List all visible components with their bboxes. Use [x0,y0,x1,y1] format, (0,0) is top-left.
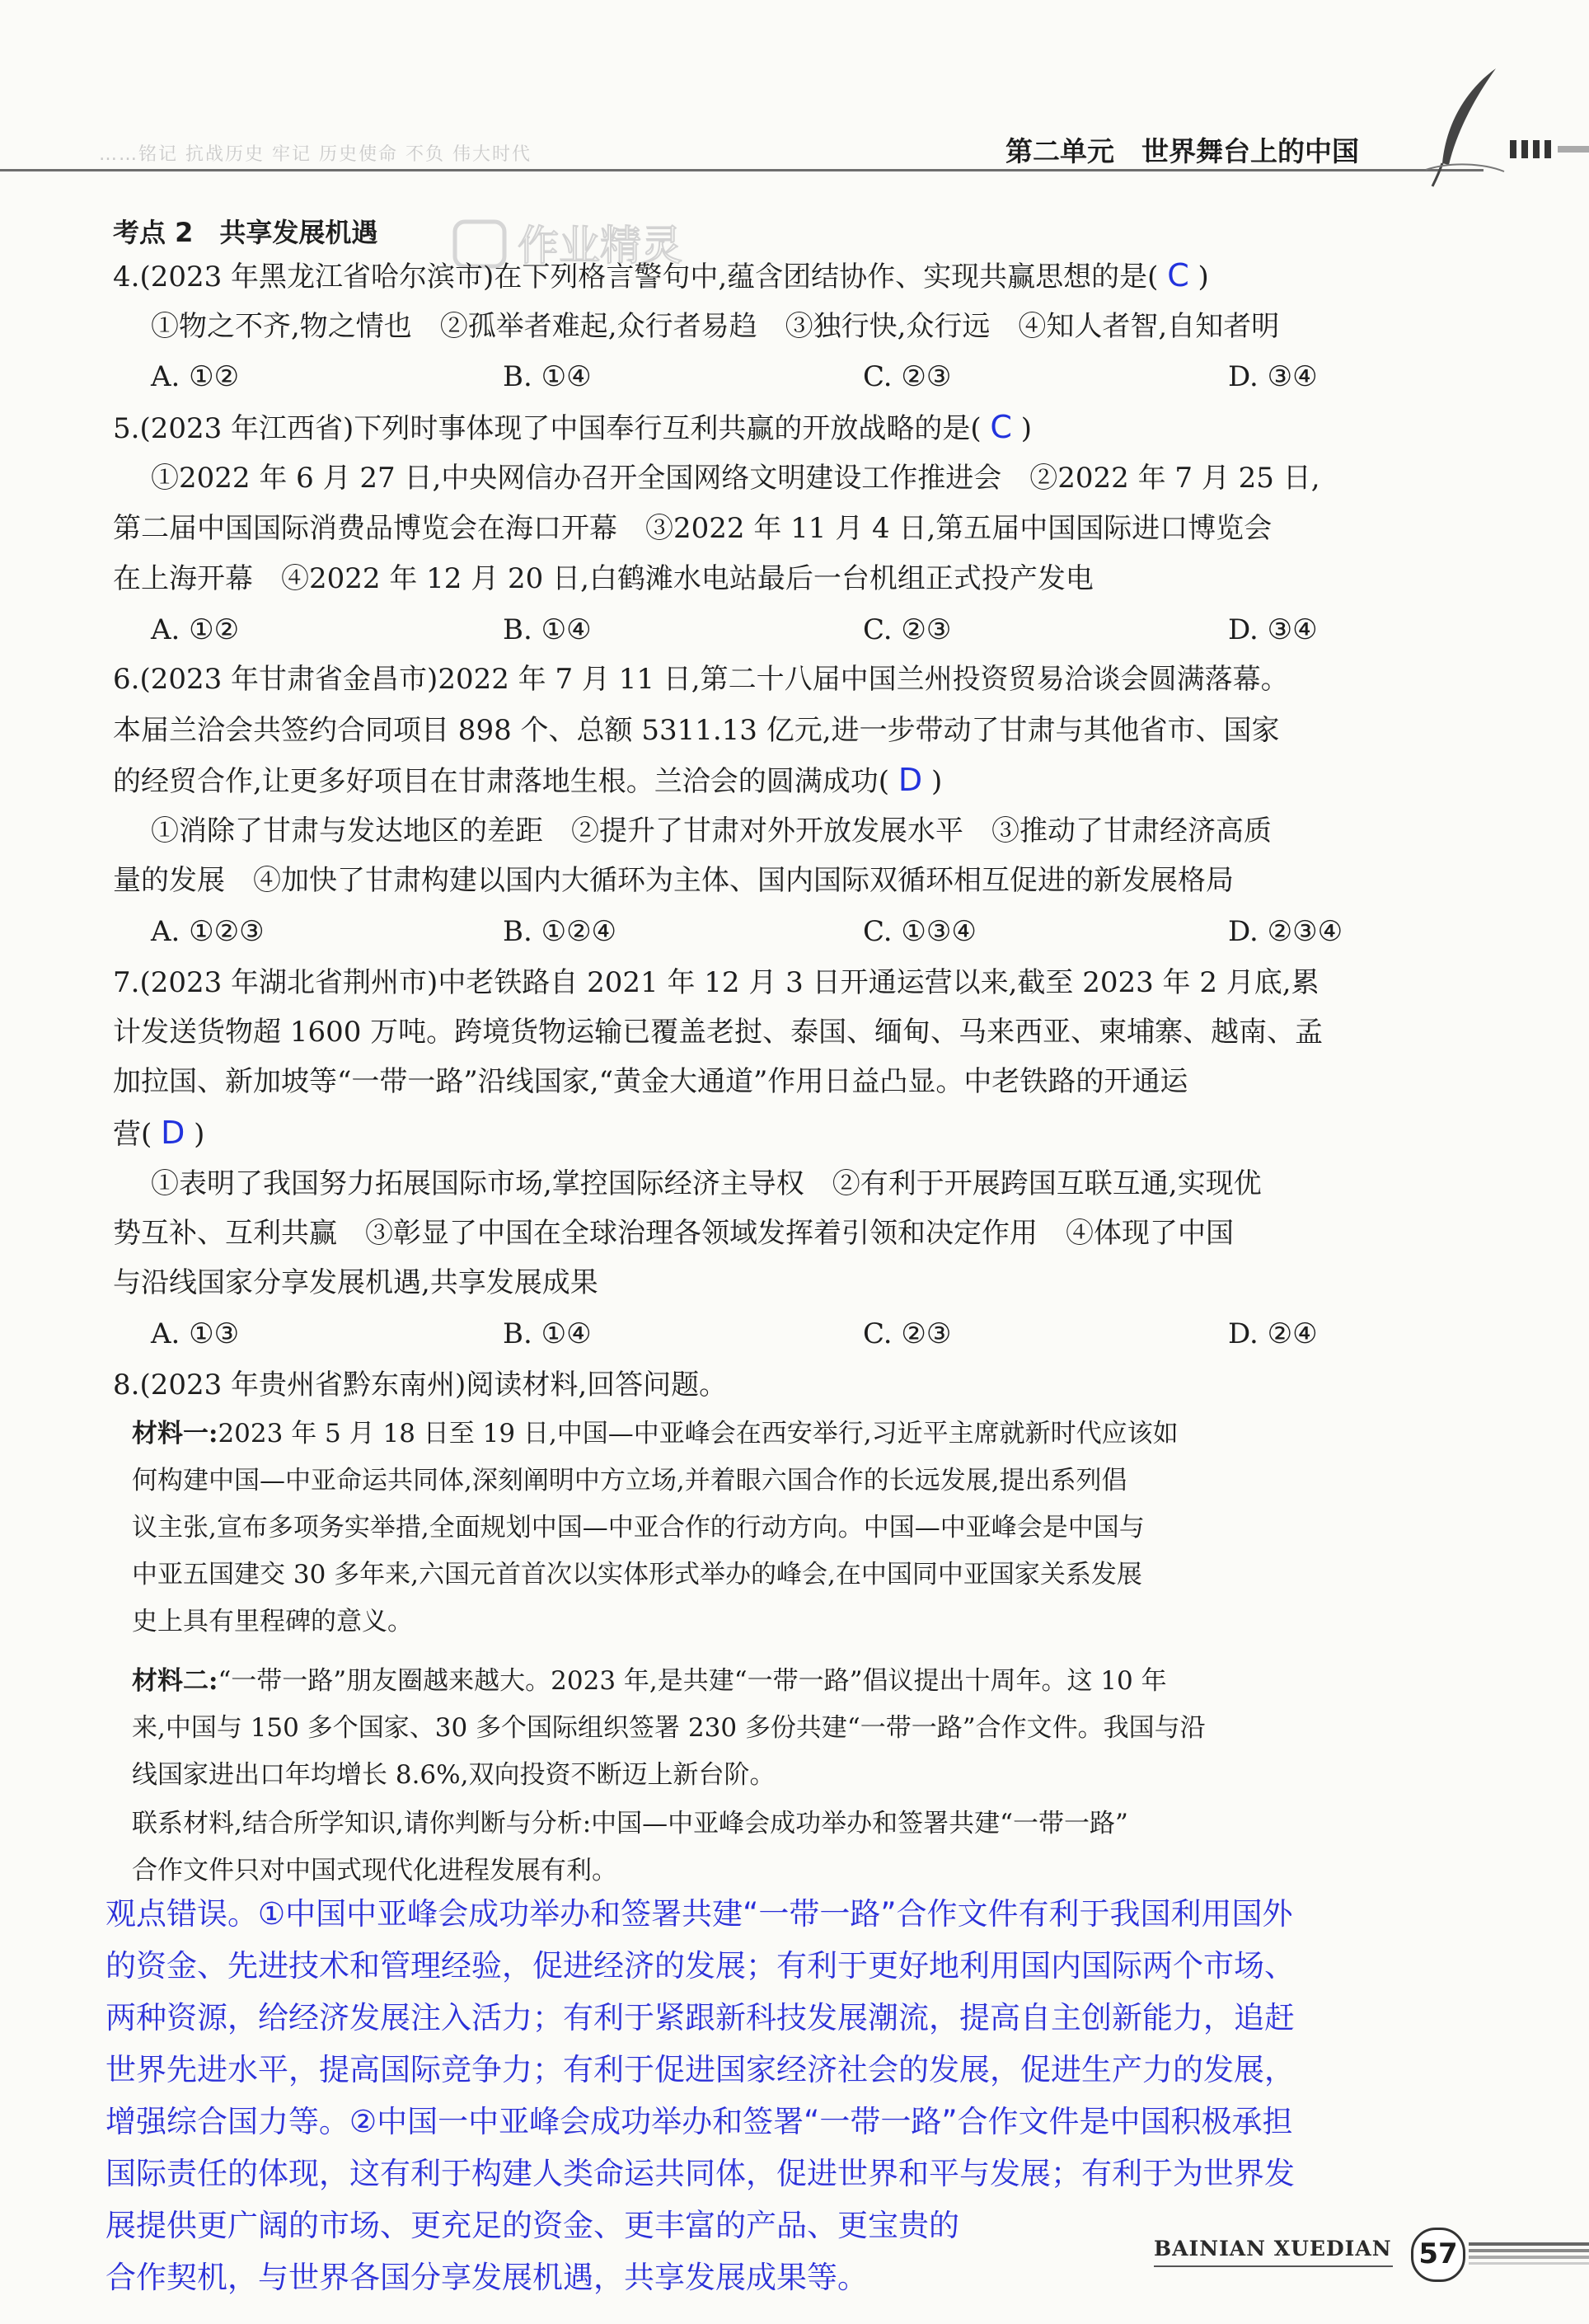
option-b: B. ①④ [503,1317,592,1350]
statement-line: 在上海开幕 ④2022 年 12 月 20 日,白鹤滩水电站最后一台机组正式投产发电 [113,562,1094,595]
section-title: 考点 2 共享发展机遇 [113,217,378,248]
question-stem: (2023 年贵州省黔东南州)阅读材料,回答问题。 [139,1369,728,1401]
answer-text: 世界先进水平，提高国际竞争力；有利于促进国家经济社会的发展，促进生产力的发展， [105,2052,1295,2087]
quill-icon [1418,64,1508,188]
statement-line: ①消除了甘肃与发达地区的差距 ②提升了甘肃对外开放发展水平 ③推动了甘肃经济高质 [151,815,1272,847]
question-stem: (2023 年黑龙江省哈尔滨市)在下列格言警句中,蕴含团结协作、实现共赢思想的是( [139,261,1159,293]
question-stem-end: 营( D ) [113,1115,205,1151]
option-a: A. ①② [151,360,240,393]
material-text: 何构建中国—中亚命运共同体,深刻阐明中方立场,并着眼六国合作的长远发展,提出系列倡 [132,1466,1127,1495]
answer-text: 增强综合国力等。②中国一中亚峰会成功举办和签署“一带一路”合作文件是中国积极承担 [105,2104,1293,2139]
material-label: 材料一: [132,1419,218,1448]
answer-mark: D [161,1115,185,1151]
question-stem: 加拉国、新加坡等“一带一路”沿线国家,“黄金大通道”作用日益凸显。中老铁路的开通运 [113,1065,1188,1098]
header-faint-text: ……铭记 抗战历史 牢记 历史使命 不负 伟大时代 [99,144,532,165]
option-a: A. ①②③ [151,915,265,948]
question-stem: 计发送货物超 1600 万吨。跨境货物运输已覆盖老挝、泰国、缅甸、马来西亚、柬埔寨、越南、孟 [113,1016,1324,1049]
material-1 [132,1414,1484,1453]
option-c: C. ②③ [863,613,952,646]
material-text: 议主张,宣布多项务实举措,全面规划中国—中亚合作的行动方向。中国—中亚峰会是中国与 [132,1513,1145,1542]
statement-line: ①表明了我国努力拓展国际市场,掌控国际经济主导权 ②有利于开展跨国互联互通,实现优 [151,1167,1262,1200]
question-number: 8. [113,1369,140,1401]
question-5: 5.(2023 年江西省)下列时事体现了中国奉行互利共赢的开放战略的是( C ) [113,409,1033,445]
question-6 [113,660,1481,699]
option-a: A. ①② [151,613,240,646]
answer-text: 合作契机，与世界各国分享发展机遇，共享发展成果等。 [105,2260,868,2295]
question-4: 4.(2023 年黑龙江省哈尔滨市)在下列格言警句中,蕴含团结协作、实现共赢思想的是( C ) [113,257,1209,293]
material-text: “一带一路”朋友圈越来越大。2023 年,是共建“一带一路”倡议提出十周年。这 10 年 [218,1666,1167,1696]
question-8 [113,1365,1481,1405]
material-label: 材料二: [132,1666,218,1696]
question-prompt: 联系材料,结合所学知识,请你判断与分析:中国—中亚峰会成功举办和签署共建“一带一路” [132,1809,1128,1838]
question-stem: 本届兰洽会共签约合同项目 898 个、总额 5311.13 亿元,进一步带动了甘肃与其他省市、国家 [113,714,1280,747]
option-b: B. ①④ [503,613,592,646]
statement-line: 第二届中国国际消费品博览会在海口开幕 ③2022 年 11 月 4 日,第五届中国国际进口博览会 [113,512,1273,545]
header-stripes-icon [1510,140,1589,158]
statement-line: ①物之不齐,物之情也 ②孤举者难起,众行者易趋 ③独行快,众行远 ④知人者智,自知者明 [151,310,1280,343]
footer-brand: BAINIAN XUEDIAN [1154,2237,1392,2261]
material-text: 2023 年 5 月 18 日至 19 日,中国—中亚峰会在西安举行,习近平主席就新时代应该如 [218,1419,1179,1448]
option-b: B. ①④ [503,360,592,393]
option-a: A. ①③ [151,1317,240,1350]
option-c: C. ①③④ [863,915,977,948]
option-d: D. ②④ [1228,1317,1318,1350]
watermark-text: 作业精灵 [518,222,682,270]
question-number: 7. [113,966,140,999]
question-stem: 的经贸合作,让更多好项目在甘肃落地生根。兰洽会的圆满成功( [113,765,890,798]
statement-line: 量的发展 ④加快了甘肃构建以国内大循环为主体、国内国际双循环相互促进的新发展格局 [113,864,1234,897]
question-number: 5. [113,412,140,445]
statement-line: 与沿线国家分享发展机遇,共享发展成果 [113,1266,598,1299]
option-d: D. ③④ [1228,360,1318,393]
option-b: B. ①②④ [503,915,617,948]
answer-text: 观点错误。①中国中亚峰会成功举办和签署共建“一带一路”合作文件有利于我国利用国外 [105,1896,1293,1932]
unit-title: 第二单元 世界舞台上的中国 [1005,135,1359,167]
question-7 [113,963,1481,1002]
option-d: D. ②③④ [1228,915,1343,948]
material-text: 来,中国与 150 多个国家、30 多个国际组织签署 230 多份共建“一带一路”合作文件。我国与沿 [132,1713,1206,1743]
option-d: D. ③④ [1228,613,1318,646]
question-stem: (2023 年江西省)下列时事体现了中国奉行互利共赢的开放战略的是( [139,412,982,445]
page-number: 57 [1411,2228,1465,2282]
footer-rule [1154,2265,1393,2267]
answer-text: 的资金、先进技术和管理经验，促进经济的发展；有利于更好地利用国内国际两个市场、 [105,1948,1295,1984]
material-text: 史上具有里程碑的意义。 [132,1607,413,1636]
material-text: 线国家进出口年均增长 8.6%,双向投资不断迈上新台阶。 [132,1760,776,1790]
question-number: 6. [113,663,140,696]
answer-text: 两种资源，给经济发展注入活力；有利于紧跟新科技发展潮流，提高自主创新能力，追赶 [105,2000,1295,2035]
question-stem: (2023 年甘肃省金昌市)2022 年 7 月 11 日,第二十八届中国兰州投资贸易洽谈会圆满落幕。 [139,663,1289,696]
material-2 [132,1661,1484,1701]
answer-mark: C [1167,257,1189,293]
option-c: C. ②③ [863,360,952,393]
answer-mark: D [898,762,923,798]
statement-line: ①2022 年 6 月 27 日,中央网信办召开全国网络文明建设工作推进会 ②2022 年 7 月 25 日, [151,462,1320,495]
question-stem: 营( [113,1118,152,1151]
answer-text: 国际责任的体现，这有利于构建人类命运共同体，促进世界和平与发展；有利于为世界发 [105,2156,1295,2191]
question-stem: (2023 年湖北省荆州市)中老铁路自 2021 年 12 月 3 日开通运营以来,截至 2023 年 2 月底,累 [139,966,1319,999]
header-rule [0,169,1484,171]
answer-text: 展提供更广阔的市场、更充足的资金、更丰富的产品、更宝贵的 [105,2208,959,2243]
question-prompt: 合作文件只对中国式现代化进程发展有利。 [132,1856,617,1885]
footer-stripes-icon [1469,2241,1589,2265]
material-text: 中亚五国建交 30 多年来,六国元首首次以实体形式举办的峰会,在中国同中亚国家关系发展 [132,1560,1142,1589]
answer-mark: C [990,409,1012,445]
option-c: C. ②③ [863,1317,952,1350]
question-stem-end: 的经贸合作,让更多好项目在甘肃落地生根。兰洽会的圆满成功( D ) [113,762,943,798]
question-number: 4. [113,261,140,293]
statement-line: 势互补、互利共赢 ③彰显了中国在全球治理各领域发挥着引领和决定作用 ④体现了中国 [113,1217,1234,1250]
